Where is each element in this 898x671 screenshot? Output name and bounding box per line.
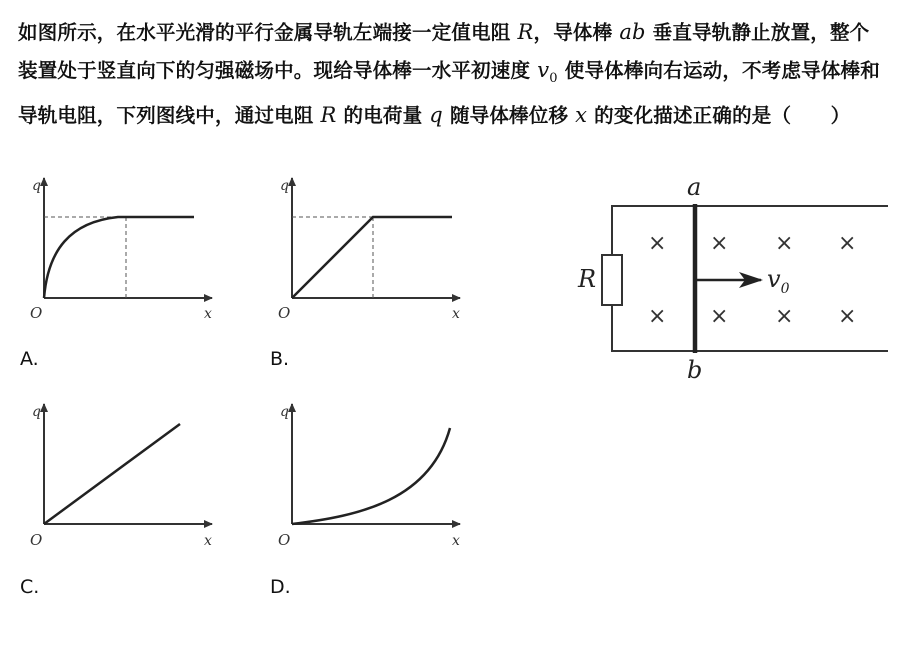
field-cross: × — [775, 231, 794, 256]
curve-c — [44, 424, 180, 524]
resistor-label: R — [578, 265, 597, 293]
y-axis-label: q — [32, 178, 41, 194]
rod-top-label: a — [687, 173, 702, 201]
math-q: q — [429, 103, 443, 128]
curve-b — [292, 217, 452, 298]
graph-c[interactable] — [20, 404, 212, 598]
field-cross: × — [838, 231, 857, 256]
question-part: ，导体棒 — [533, 21, 620, 44]
field-cross: × — [710, 304, 729, 329]
option-d-label: D. — [270, 576, 291, 598]
y-axis-label: q — [280, 178, 289, 194]
x-axis-label: x — [452, 306, 460, 322]
x-axis-label: x — [204, 533, 212, 549]
rod-bottom-label: b — [687, 356, 703, 384]
x-axis-label: x — [452, 533, 460, 549]
field-cross: × — [838, 304, 857, 329]
question-part: 随导体棒位移 — [442, 104, 576, 128]
option-b-label: B. — [270, 348, 290, 370]
graph-d[interactable] — [270, 404, 460, 598]
resistor — [602, 255, 622, 305]
field-cross: × — [648, 304, 667, 329]
x-axis-label: x — [204, 306, 212, 322]
velocity-label: $v_0$ — [767, 265, 790, 297]
question-part: 的电荷量 — [336, 104, 430, 128]
y-axis-label: q — [280, 404, 289, 420]
question-part: 如图所示，在水平光滑的平行金属导轨左端接一定值电阻 — [18, 21, 518, 44]
question-part: 的变化描述正确的是（ ） — [587, 104, 851, 128]
origin-label: O — [278, 531, 291, 549]
field-cross: × — [775, 304, 794, 329]
math-v0: $v_0$ — [537, 57, 558, 86]
question-part: 垂直导轨静止放置，整个装置处于竖直向下的匀强磁场中。现给导体棒一水平初速度 — [18, 21, 870, 82]
graph-b[interactable] — [270, 178, 460, 370]
y-axis-label: q — [32, 404, 41, 420]
curve-a — [44, 217, 194, 298]
origin-label: O — [30, 531, 43, 549]
math-R: R — [517, 20, 534, 44]
math-R: R — [320, 103, 337, 128]
math-ab: ab — [619, 20, 646, 44]
math-x: x — [575, 103, 588, 128]
curve-d — [292, 428, 450, 524]
field-cross: × — [648, 231, 667, 256]
field-cross: × — [710, 231, 729, 256]
graph-a[interactable] — [20, 178, 212, 370]
option-a-label: A. — [20, 348, 39, 370]
origin-label: O — [30, 304, 43, 322]
circuit-diagram — [577, 173, 888, 384]
origin-label: O — [278, 304, 291, 322]
question-part: 使导体棒向右运动，不考虑导体棒和导轨电阻，下列图线中，通过电阻 — [18, 58, 880, 128]
option-c-label: C. — [20, 576, 40, 598]
